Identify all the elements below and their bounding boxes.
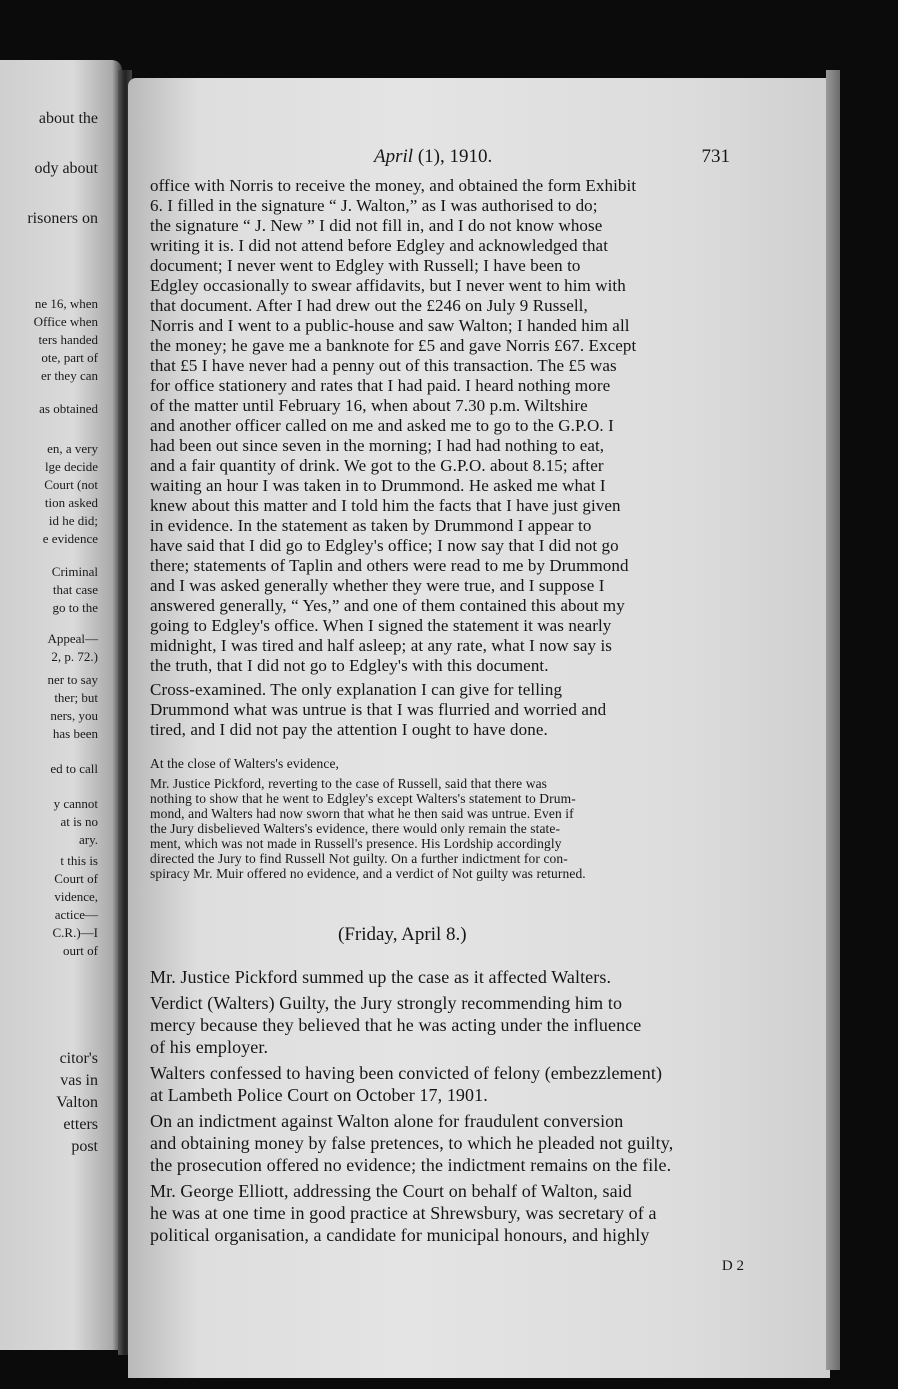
left-page-line: Office when — [33, 314, 98, 329]
left-page-line: as obtained — [39, 401, 98, 416]
left-page-line: Court of — [54, 871, 98, 886]
body-line: Drummond what was untrue is that I was flurried and worried and — [150, 700, 607, 719]
left-page-line: lge decide — [44, 459, 98, 474]
body-line: had been out since seven in the morning; I had had nothing to eat, — [150, 436, 605, 455]
body-line: midnight, I was tired and half asleep; at any rate, what I now say is — [150, 636, 612, 655]
body-line: going to Edgley's office. When I signed the statement it was nearly — [150, 616, 612, 635]
body-line: that £5 I have never had a penny out of this transaction. The £5 was — [150, 356, 617, 375]
note-line: nothing to show that he went to Edgley's except Walters's statement to Drum- — [150, 791, 576, 806]
left-page-line: Valton — [56, 1094, 98, 1111]
body-line: tired, and I did not pay the attention I ought to have done. — [150, 720, 548, 739]
page-number: 731 — [701, 146, 730, 167]
left-page-line: e evidence — [42, 531, 98, 546]
left-page-line: Court (not — [44, 477, 98, 492]
body-line: and obtaining money by false pretences, to which he pleaded not guilty, — [150, 1133, 674, 1153]
note-line: the Jury disbelieved Walters's evidence, there would only remain the state- — [150, 821, 561, 836]
body-line: for office stationery and rates that I had paid. I heard nothing more — [150, 376, 611, 395]
left-page-line: post — [71, 1138, 98, 1155]
left-page-line: has been — [52, 726, 98, 741]
running-head-date: (1), 1910. — [413, 146, 493, 167]
body-line: he was at one time in good practice at Shrewsbury, was secretary of a — [150, 1203, 657, 1223]
body-line: document; I never went to Edgley with Russell; I have been to — [150, 256, 581, 275]
body-line: the truth, that I did not go to Edgley's with this document. — [150, 656, 549, 675]
left-page-line: ote, part of — [41, 350, 98, 365]
note-line: mond, and Walters had now sworn that what he then said was untrue. Even if — [150, 806, 574, 821]
body-line: and I was asked generally whether they were true, and I suppose I — [150, 576, 605, 595]
left-page-line: about the — [38, 110, 98, 127]
left-page-line: ed to call — [50, 761, 98, 776]
left-page-line: vidence, — [54, 889, 98, 904]
running-head-month: April — [374, 146, 414, 167]
body-line: the money; he gave me a banknote for £5 and gave Norris £67. Except — [150, 336, 637, 355]
left-page-line: go to the — [52, 600, 98, 615]
body-line: in evidence. In the statement as taken by Drummond I appear to — [150, 516, 592, 535]
body-line: On an indictment against Walton alone for fraudulent conversion — [150, 1111, 624, 1131]
page-header — [128, 144, 830, 172]
left-page-line: id he did; — [48, 513, 98, 528]
body-line: the signature “ J. New ” I did not fill in, and I do not know whose — [150, 216, 603, 235]
left-page-line: Appeal— — [47, 631, 98, 646]
left-page-line: 2, p. 72.) — [51, 649, 98, 664]
body-line: waiting an hour I was taken in to Drummond. He asked me what I — [150, 476, 606, 495]
left-page-line: ody about — [34, 160, 98, 177]
left-page-line: citor's — [59, 1050, 98, 1067]
left-page-line: at is no — [60, 814, 98, 829]
left-page-line: er they can — [40, 368, 98, 383]
running-head — [374, 146, 492, 168]
body-line: knew about this matter and I told him the facts that I have just given — [150, 496, 621, 515]
left-page-line: ne 16, when — [34, 296, 98, 311]
body-line: Mr. Justice Pickford summed up the case as it affected Walters. — [150, 967, 612, 987]
note-line: directed the Jury to find Russell Not guilty. On a further indictment for con- — [150, 851, 568, 866]
left-facing-page — [0, 60, 122, 1350]
left-page-line: that case — [52, 582, 98, 597]
body-line: of the matter until February 16, when about 7.30 p.m. Wiltshire — [150, 396, 588, 415]
left-page-line: ary. — [78, 832, 98, 847]
left-page-line: ner to say — [47, 672, 98, 687]
left-page-line: ourt of — [62, 943, 98, 958]
body-line: mercy because they believed that he was acting under the influence — [150, 1015, 642, 1035]
signature-mark: D 2 — [721, 1258, 744, 1274]
left-page-line: ters handed — [38, 332, 98, 347]
left-page-line: en, a very — [47, 441, 98, 456]
note-line: Mr. Justice Pickford, reverting to the case of Russell, said that there was — [150, 776, 548, 791]
left-page-line: Criminal — [51, 564, 98, 579]
left-page-line: ners, you — [50, 708, 98, 723]
right-page — [128, 78, 830, 1378]
left-page-line: ther; but — [54, 690, 98, 705]
body-line: of his employer. — [150, 1037, 269, 1057]
body-line: have said that I did go to Edgley's office; I now say that I did not go — [150, 536, 619, 555]
body-line: and a fair quantity of drink. We got to the G.P.O. about 8.15; after — [150, 456, 604, 475]
body-line: Walters confessed to having been convicted of felony (embezzlement) — [150, 1063, 663, 1083]
left-page-line: t this is — [60, 853, 98, 868]
page-edge — [826, 70, 840, 1370]
body-line: the prosecution offered no evidence; the indictment remains on the file. — [150, 1155, 672, 1175]
left-page-line: etters — [63, 1116, 98, 1133]
body-line: Edgley occasionally to swear affidavits, but I never went to him with — [150, 276, 626, 295]
body-line: Mr. George Elliott, addressing the Court on behalf of Walton, said — [150, 1181, 632, 1201]
body-line: there; statements of Taplin and others were read to me by Drummond — [150, 556, 629, 575]
note-line: At the close of Walters's evidence, — [150, 756, 340, 771]
body-line: that document. After I had drew out the £246 on July 9 Russell, — [150, 296, 588, 315]
left-page-line: C.R.)—I — [52, 925, 98, 940]
left-page-line: vas in — [60, 1072, 98, 1089]
body-line: 6. I filled in the signature “ J. Walton,” as I was authorised to do; — [150, 196, 598, 215]
left-page-line: y cannot — [53, 796, 98, 811]
section-heading: (Friday, April 8.) — [338, 924, 467, 945]
body-line: political organisation, a candidate for municipal honours, and highly — [150, 1225, 650, 1245]
left-page-line: risoners on — [27, 210, 98, 227]
body-line: Cross-examined. The only explanation I can give for telling — [150, 680, 563, 699]
left-page-line: actice— — [54, 907, 98, 922]
body-line: office with Norris to receive the money, and obtained the form Exhibit — [150, 176, 637, 195]
note-line: spiracy Mr. Muir offered no evidence, and a verdict of Not guilty was returned. — [150, 866, 586, 881]
note-line: ment, which was not made in Russell's presence. His Lordship accordingly — [150, 836, 562, 851]
left-page-line: tion asked — [44, 495, 98, 510]
body-line: Norris and I went to a public-house and saw Walton; I handed him all — [150, 316, 630, 335]
body-line: Verdict (Walters) Guilty, the Jury strongly recommending him to — [150, 993, 623, 1013]
body-line: answered generally, “ Yes,” and one of them contained this about my — [150, 596, 625, 615]
body-line: at Lambeth Police Court on October 17, 1901. — [150, 1085, 488, 1105]
body-line: and another officer called on me and asked me to go to the G.P.O. I — [150, 416, 614, 435]
body-line: writing it is. I did not attend before Edgley and acknowledged that — [150, 236, 609, 255]
